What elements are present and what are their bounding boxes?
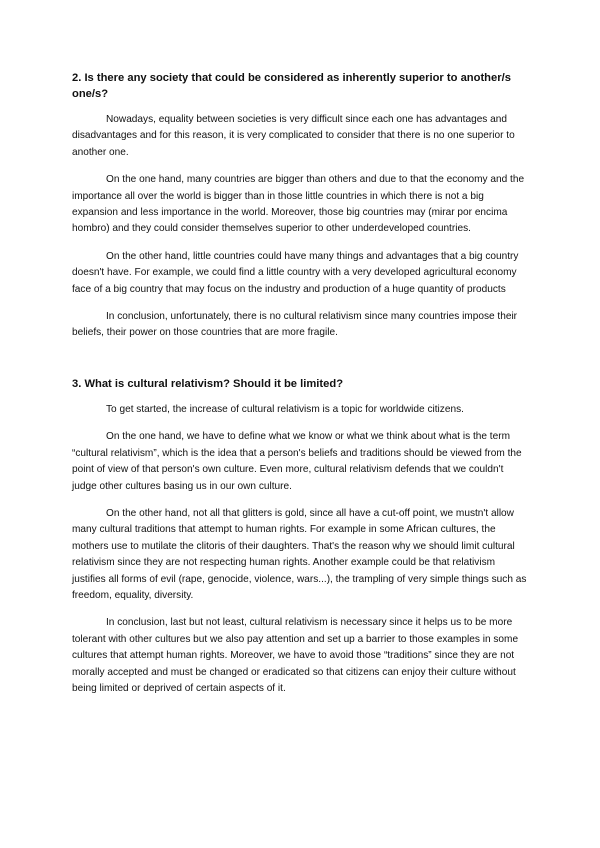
paragraph: In conclusion, unfortunately, there is no cultural relativism since many countries impose their beliefs, their power on those countries that are more fragile.	[72, 311, 518, 339]
document-page	[72, 70, 530, 708]
paragraph: On the other hand, not all that glitters is gold, since all have a cut-off point, we mustn't allow many cultural traditions that attempt to human rights. For example in some African cultures, the mothers use to mutilate the clitoris of their daughters. That's the reason why we should limit cultural relativism since they are not respecting human rights. Another example could be that relativism justifies all forms of evil (rape, genocide, violence, wars...), the trampling of very simple things such as freedom, equality, diversity.	[72, 507, 527, 601]
paragraph: To get started, the increase of cultural relativism is a topic for worldwide citizens.	[106, 403, 464, 415]
section-heading: 3. What is cultural relativism? Should it be limited?	[72, 377, 344, 390]
paragraph: On the other hand, little countries could have many things and advantages that a big country doesn't have. For example, we could find a little country with a very developed agricultural economy face of a big country that may focus on the industry and production of a huge quantity of products	[72, 250, 519, 295]
paragraph: On the one hand, we have to define what we know or what we think about what is the term “cultural relativism”, which is the idea that a person's beliefs and traditions should be viewed from the point of view of that person's own culture. Even more, cultural relativism defends that we couldn't judge other cultures basing us in our own culture.	[72, 431, 522, 492]
section-heading: 2. Is there any society that could be considered as inherently superior to another/s one/s?	[72, 72, 511, 100]
section-question-3	[72, 376, 530, 698]
paragraph: In conclusion, last but not least, cultural relativism is necessary since it helps us to be more tolerant with other cultures but we also pay attention and set up a barrier to those examples in some cultures that attempt human rights. Moreover, we have to avoid those “traditions” since they are not morally accepted and must be changed or eradicated so that citizens can enjoy their culture without being limited or deprived of certain aspects of it.	[72, 617, 519, 694]
section-question-2	[72, 70, 530, 342]
paragraph: Nowadays, equality between societies is very difficult since each one has advantages and disadvantages and for this reason, it is very complicated to consider that there is no one superior to another one.	[72, 114, 515, 158]
paragraph: On the one hand, many countries are bigger than others and due to that the economy and the importance all over the world is bigger than in those little countries in which there is not a big expansion and less importance in the world. Moreover, those big countries may (mirar por encima hombro) and they could consider themselves superior to other underdeveloped countries.	[72, 174, 525, 235]
